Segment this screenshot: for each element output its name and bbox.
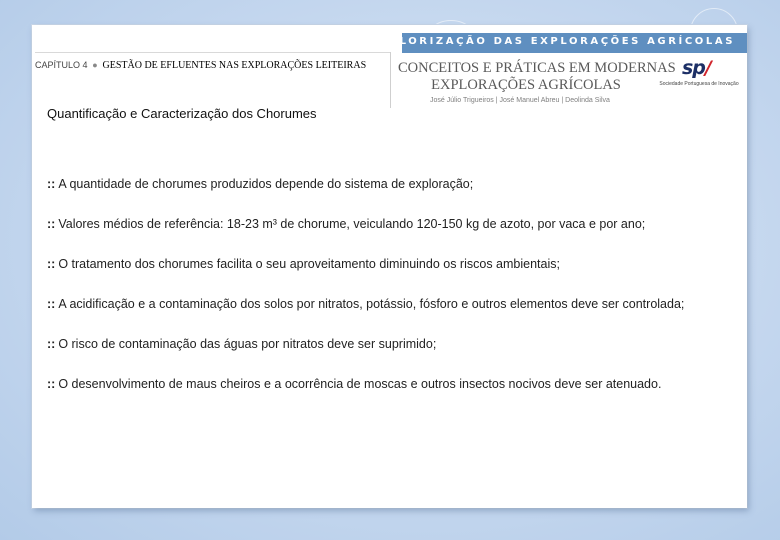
list-item [47, 256, 730, 273]
list-item [47, 296, 730, 313]
header-banner [379, 33, 747, 53]
list-item [47, 176, 730, 193]
bullet-text: O desenvolvimento de maus cheiros e a ocorrência de moscas e outros insectos nocivos deve ser atenuado. [58, 377, 662, 391]
bullet-marker: :: [47, 297, 56, 311]
bullet-marker: :: [47, 177, 56, 191]
section-title: Quantificação e Caracterização dos Chorumes [47, 106, 317, 121]
bullet-marker: :: [47, 257, 56, 271]
book-title-line-2: EXPLORAÇÕES AGRÍCOLAS [431, 77, 621, 93]
chapter-separator: ● [92, 60, 98, 70]
bullet-marker: :: [47, 337, 56, 351]
header-divider [35, 52, 390, 53]
authors: José Júlio Trigueiros | José Manuel Abreu | Deolinda Silva [430, 97, 610, 104]
chapter-title: GESTÃO DE EFLUENTES NAS EXPLORAÇÕES LEITEIRAS [102, 60, 367, 71]
logo-mark: sp/ [682, 57, 711, 79]
logo-subtitle: Sociedade Portuguesa de Inovação [659, 81, 739, 87]
list-item [47, 376, 730, 393]
list-item [47, 336, 730, 353]
bullet-text: O risco de contaminação das águas por nitratos deve ser suprimido; [58, 337, 437, 351]
banner-text: VALORIZAÇÃO DAS EXPLORAÇÕES AGRÍCOLAS [379, 36, 735, 47]
bullet-text: A quantidade de chorumes produzidos depende do sistema de exploração; [58, 177, 474, 191]
book-title-line-1: CONCEITOS E PRÁTICAS EM MODERNAS [398, 60, 676, 76]
bullet-list [47, 176, 730, 416]
bullet-text: A acidificação e a contaminação dos solos por nitratos, potássio, fósforo e outros elementos deve ser controlada; [58, 297, 685, 311]
bullet-text: Valores médios de referência: 18-23 m³ de chorume, veiculando 120-150 kg de azoto, por vaca e por ano; [58, 217, 646, 231]
bullet-text: O tratamento dos chorumes facilita o seu aproveitamento diminuindo os riscos ambientais; [58, 257, 560, 271]
bullet-marker: :: [47, 377, 56, 391]
bullet-marker: :: [47, 217, 56, 231]
header-vertical-divider [390, 52, 391, 108]
spi-logo [656, 56, 742, 92]
chapter-heading [35, 58, 385, 73]
list-item [47, 216, 730, 233]
book-title [398, 60, 676, 94]
chapter-label: CAPÍTULO 4 [35, 60, 88, 70]
